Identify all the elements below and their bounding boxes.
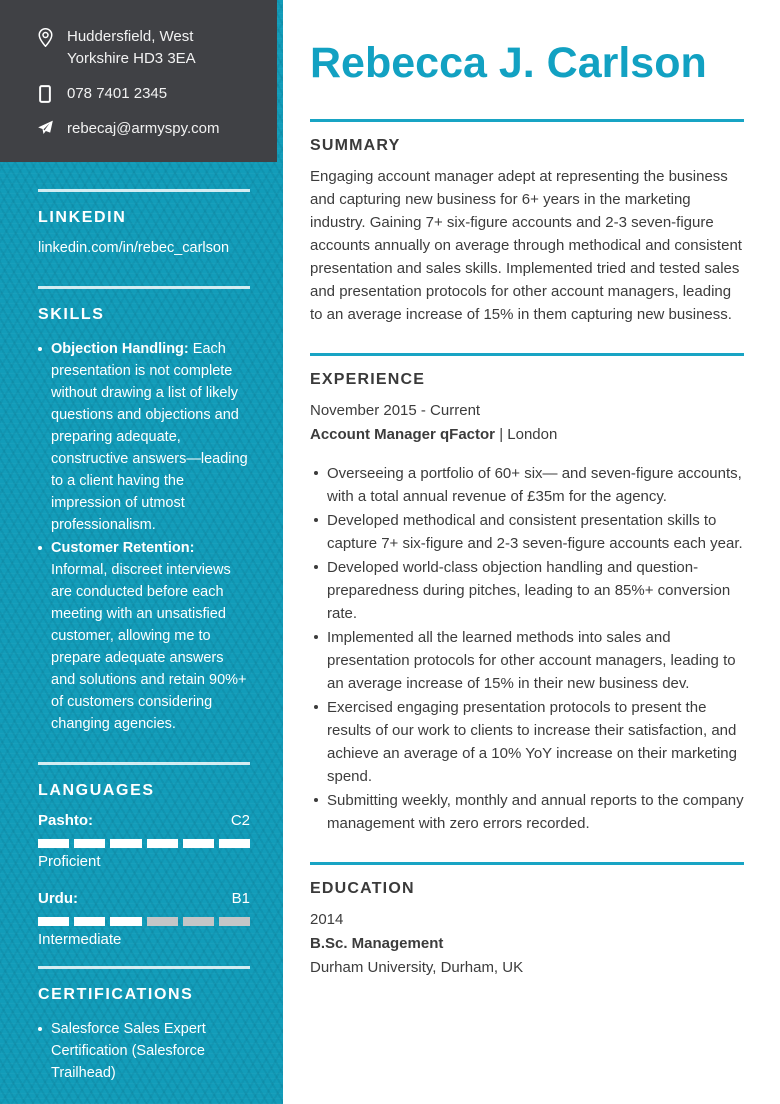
education-degree: B.Sc. Management <box>310 935 444 953</box>
language-level-code: B1 <box>231 890 250 907</box>
skills-heading: SKILLS <box>38 306 105 323</box>
section-rule <box>310 119 744 122</box>
experience-bullet: Implemented all the learned methods into sales and presentation protocols for other account managers, leading to an average increase of 15% in their new business dev. <box>310 626 744 695</box>
education-year: 2014 <box>310 911 344 929</box>
language-level-code: C2 <box>230 812 250 829</box>
contact-email-text[interactable]: rebecaj@armyspy.com <box>67 120 220 137</box>
location-pin-icon <box>36 26 54 47</box>
contact-email <box>36 118 259 140</box>
language-bar-segment <box>110 917 141 926</box>
experience-position-line <box>310 423 744 447</box>
sidebar <box>0 0 283 1104</box>
mobile-phone-icon <box>36 83 54 103</box>
language-bar-segment <box>147 917 178 926</box>
experience-location: London <box>507 426 558 444</box>
send-email-icon <box>36 118 54 136</box>
certification-item: Salesforce Sales Expert Certification (Salesforce Trailhead) <box>38 1018 250 1084</box>
experience-heading: EXPERIENCE <box>310 371 426 389</box>
skill-title: Customer Retention: <box>51 540 195 556</box>
skill-item <box>38 537 250 735</box>
language-bar-segment <box>110 839 141 848</box>
languages-heading: LANGUAGES <box>38 782 155 799</box>
language-bar-segment <box>147 839 178 848</box>
experience-section <box>310 353 744 835</box>
experience-bullet: Submitting weekly, monthly and annual reports to the company management with zero errors recorded. <box>310 789 744 835</box>
language-bar-segment <box>38 839 69 848</box>
language-bar-segment <box>183 839 214 848</box>
language-level-label: Proficient <box>38 853 101 870</box>
language-name: Pashto: <box>38 812 94 829</box>
experience-date-range: November 2015 - Current <box>310 402 481 420</box>
experience-bullet: Developed world-class objection handling and question-preparedness during pitches, leading to an 85%+ conversion rate. <box>310 556 744 625</box>
main-content <box>283 0 780 1104</box>
education-school: Durham University, Durham, UK <box>310 959 524 977</box>
language-item <box>38 888 250 950</box>
experience-bullet: Exercised engaging presentation protocols to present the results of our work to clients to increase their satisfaction, and achieve an average of a 10% YoY increase on their marketing spend. <box>310 696 744 788</box>
summary-text: Engaging account manager adept at representing the business and capturing new business for 6+ years in the marketing industry. Gaining 7+ six-figure accounts and 2-3 seven-figure accounts annually on average through methodical and consistent presentation and sales skills. Implemented tried and tested sales and presentation protocols for other account managers, leading to an average increase of 15% in them capturing new business. <box>310 168 742 324</box>
language-proficiency-bar <box>38 839 250 848</box>
linkedin-heading: LINKEDIN <box>38 209 127 226</box>
section-rule <box>310 862 744 865</box>
contact-phone-text: 078 7401 2345 <box>67 85 168 102</box>
education-section <box>310 862 744 980</box>
experience-separator: | <box>499 426 504 444</box>
section-rule <box>310 353 744 356</box>
language-bar-segment <box>74 839 105 848</box>
language-level-label: Intermediate <box>38 931 122 948</box>
certifications-heading: CERTIFICATIONS <box>38 986 194 1003</box>
sidebar-divider <box>38 286 250 289</box>
language-bar-segment <box>219 917 250 926</box>
language-bar-segment <box>183 917 214 926</box>
certifications-list <box>38 1018 250 1084</box>
language-proficiency-bar <box>38 917 250 926</box>
language-name: Urdu: <box>38 890 78 907</box>
skills-list <box>38 338 250 735</box>
contact-phone <box>36 83 259 105</box>
sidebar-divider <box>38 762 250 765</box>
language-bar-segment <box>38 917 69 926</box>
sidebar-divider <box>38 189 250 192</box>
experience-bullets <box>310 462 744 835</box>
contact-location <box>36 26 259 70</box>
sidebar-divider <box>38 966 250 969</box>
experience-bullet: Developed methodical and consistent presentation skills to capture 7+ six-figure and 2-3 seven-figure accounts each year. <box>310 509 744 555</box>
linkedin-url[interactable]: linkedin.com/in/rebec_carlson <box>38 240 230 256</box>
summary-heading: SUMMARY <box>310 137 401 155</box>
language-bar-segment <box>219 839 250 848</box>
contact-header <box>0 0 277 162</box>
language-item <box>38 810 250 872</box>
skill-text: Informal, discreet interviews are conducted before each meeting with an unsatisfied customer, allowing me to prepare adequate answers and solutions and retain 90%+ of customers considering changing agencies. <box>51 562 247 732</box>
skill-title: Objection Handling: <box>51 341 189 357</box>
language-bar-segment <box>74 917 105 926</box>
skill-text: Each presentation is not complete without drawing a list of likely questions and objections and preparing adequate, constructive answers—leading to a client having the impression of utmost professionalism. <box>51 341 248 533</box>
person-name: Rebecca J. Carlson <box>310 39 707 87</box>
education-heading: EDUCATION <box>310 880 415 898</box>
skill-item <box>38 338 250 536</box>
experience-bullet: Overseeing a portfolio of 60+ six— and seven-figure accounts, with a total annual revenue of £35m for the agency. <box>310 462 744 508</box>
contact-location-text: Huddersfield, West Yorkshire HD3 3EA <box>67 28 196 67</box>
summary-section <box>310 119 744 326</box>
experience-position: Account Manager qFactor <box>310 426 496 444</box>
